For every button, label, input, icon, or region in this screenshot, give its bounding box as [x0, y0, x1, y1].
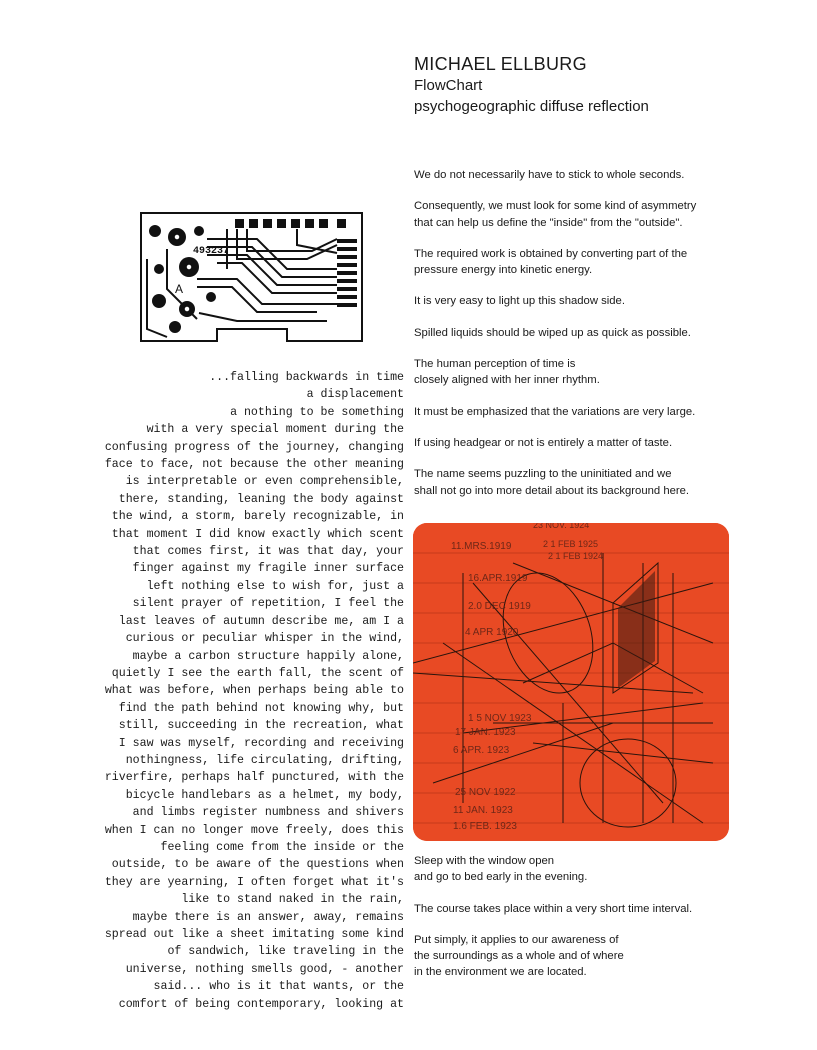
poem-line: universe, nothing smells good, - another — [125, 962, 404, 976]
note: The name seems puzzling to the uninitiated and we shall not go into more detail about its background here. — [414, 468, 690, 497]
poem-line: outside, to be aware of the questions when — [111, 858, 404, 872]
poem-line: and limbs register numbness and shivers — [132, 806, 404, 820]
stamp-date: 23 NOV. 1924 — [533, 523, 590, 530]
poem-line: spread out like a sheet imitating some kind — [104, 928, 404, 941]
poem-line: I saw was myself, recording and receiving — [118, 736, 404, 750]
poem-line: bicycle handlebars as a helmet, my body, — [125, 788, 404, 802]
note: The required work is obtained by converting part of the pressure energy into kinetic energy. — [414, 247, 688, 277]
stamp-date: 2.0 DEC 1919 — [468, 601, 531, 612]
stamp-date: 11.MRS.1919 — [451, 541, 512, 552]
note: The course takes place within a very short time interval. — [414, 902, 693, 915]
note: Sleep with the window open and go to bed early in the evening. — [414, 855, 588, 884]
notes-bottom — [414, 853, 784, 996]
poem-line: with a very special moment during the — [146, 423, 404, 437]
board-number: 493237 — [193, 246, 230, 257]
note: If using headgear or not is entirely a matter of taste. — [414, 436, 673, 449]
header — [414, 54, 794, 117]
poem-line: find the path behind not knowing why, but — [118, 701, 404, 715]
poem-line: finger against my fragile inner surface — [132, 562, 404, 576]
poem-line: what was before, when perhaps being able to — [104, 684, 404, 698]
poem-line: there, standing, leaning the body against — [118, 492, 404, 506]
work-title: FlowChart — [414, 77, 483, 94]
stamp-date: 11 JAN. 1923 — [453, 805, 513, 816]
poem-line: confusing progress of the journey, changing — [104, 440, 404, 454]
note: It is very easy to light up this shadow side. — [414, 295, 625, 308]
stamp-date: 4 APR 1920 — [465, 627, 519, 638]
poem-line: comfort of being contemporary, looking at — [118, 997, 404, 1011]
poem-line: quietly I see the earth fall, the scent of — [111, 666, 404, 680]
note: We do not necessarily have to stick to whole seconds. — [414, 169, 685, 181]
poem-line: maybe a carbon structure happily alone, — [132, 649, 404, 663]
stamp-date: 1.6 FEB. 1923 — [453, 821, 517, 832]
poem-line: maybe there is an answer, away, remains — [132, 910, 404, 924]
poem-line: they are yearning, I often forget what it's — [104, 875, 404, 889]
note: Consequently, we must look for some kind of asymmetry that can help us define the "inside" from the "outside". — [414, 200, 697, 229]
poem-line: a nothing to be something — [230, 405, 404, 419]
work-subtitle: psychogeographic diffuse reflection — [414, 98, 649, 115]
note: It must be emphasized that the variations are very large. — [414, 405, 696, 418]
poem-line: of sandwich, like traveling in the — [167, 945, 404, 959]
stamp-date: 17 JAN. 1923 — [455, 727, 516, 738]
poem-line: that comes first, it was that day, your — [132, 545, 404, 559]
poem-line: curious or peculiar whisper in the wind, — [125, 632, 404, 646]
note: The human perception of time is closely aligned with her inner rhythm. — [414, 358, 600, 387]
poem-line: said... who is it that wants, or the — [153, 980, 404, 994]
poem-line: when I can no longer move freely, does this — [104, 823, 404, 837]
note: Put simply, it applies to our awareness of the surroundings as a whole and of where in the environment we are located. — [414, 933, 624, 979]
poem-line: silent prayer of repetition, I feel the — [132, 597, 404, 611]
poem-line: nothingness, life circulating, drifting, — [125, 753, 404, 767]
stamp-date: 25 NOV 1922 — [455, 787, 516, 798]
board-label: A — [175, 282, 184, 296]
poem-line: left nothing else to wish for, just a — [146, 579, 404, 593]
poem-line: ...falling backwards in time — [209, 371, 404, 384]
stamp-date: 2 1 FEB 1925 — [543, 539, 599, 549]
poem-line: that moment I did know exactly which scent — [111, 527, 404, 541]
poem-line: face to face, not because the other meaning — [104, 458, 404, 472]
poem-line: riverfire, perhaps half punctured, with the — [104, 771, 404, 785]
note: Spilled liquids should be wiped up as quick as possible. — [414, 326, 691, 339]
collage-image — [413, 523, 729, 841]
circuit-board-image — [137, 209, 366, 348]
poem-line: last leaves of autumn describe me, am I a — [118, 614, 404, 628]
poem-line: still, succeeding in the recreation, what — [118, 719, 404, 733]
notes-top — [414, 167, 784, 514]
poem — [70, 369, 404, 1013]
stamp-date: 6 APR. 1923 — [453, 745, 510, 756]
stamp-date: 1 5 NOV 1923 — [468, 713, 532, 724]
poem-line: the wind, a storm, barely recognizable, in — [111, 510, 404, 524]
poem-line: is interpretable or even comprehensible, — [125, 475, 404, 489]
poem-line: a displacement — [306, 388, 404, 402]
stamp-date: 2 1 FEB 1924 — [548, 551, 604, 561]
poem-line: feeling come from the inside or the — [160, 840, 404, 854]
author-name: MICHAEL ELLBURG — [414, 54, 587, 74]
poem-line: like to stand naked in the rain, — [181, 893, 404, 907]
stamp-date: 16.APR.1919 — [468, 573, 528, 584]
